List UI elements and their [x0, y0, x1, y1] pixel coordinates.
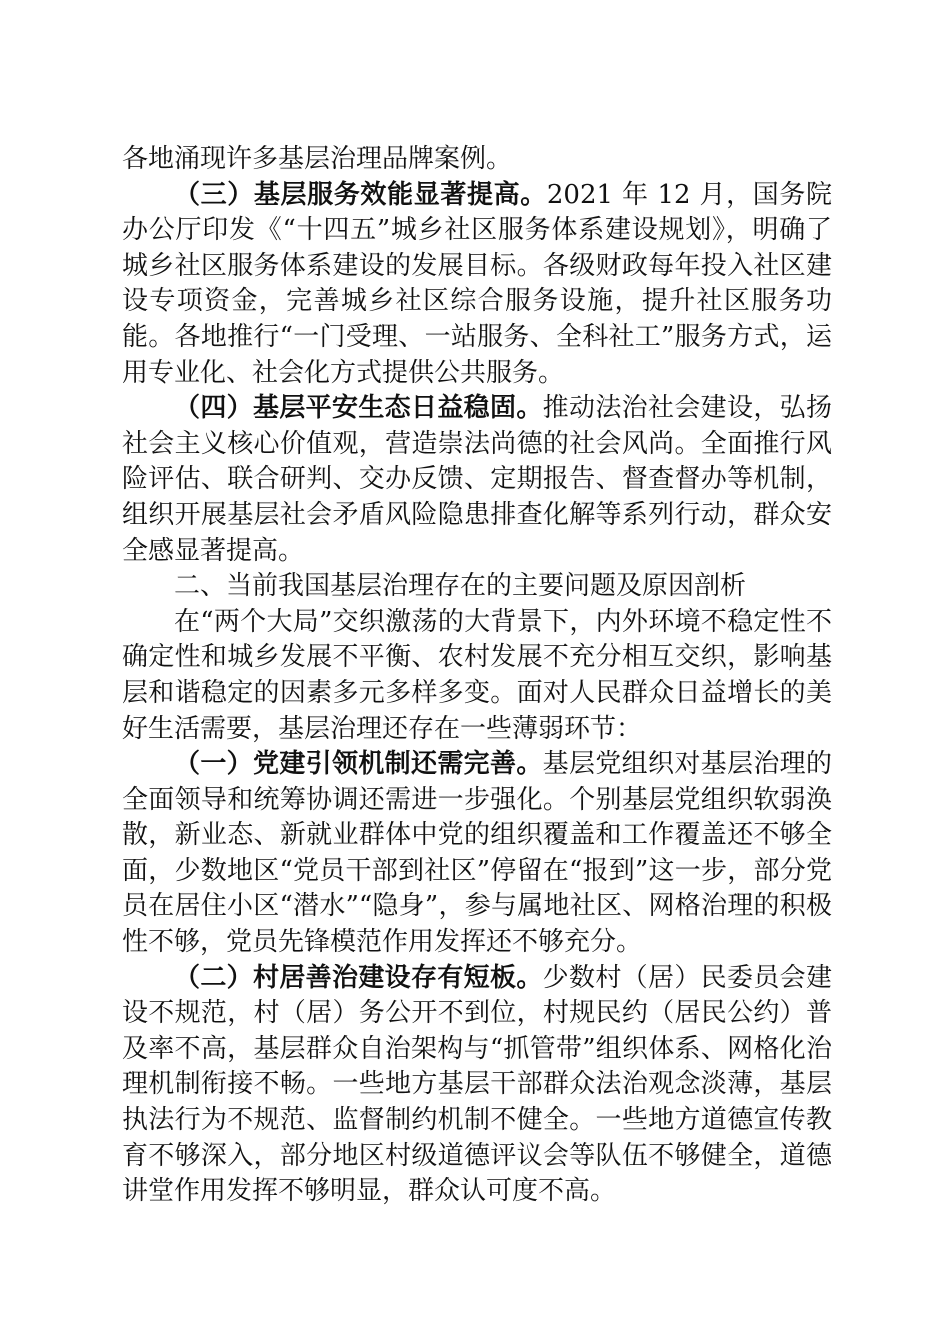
paragraph-text: 2021 年 12 月，国务院办公厅印发《“十四五”城乡社区服务体系建设规划》，明确了城乡社区服务体系建设的发展目标。各级财政每年投入社区建设专项资金，完善城乡社区综合服务设施，提升社区服务功能。各地推行“一门受理、一站服务、全科社工”服务方式，运用专业化、社会化方式提供公共服务。 — [122, 179, 832, 388]
subheading-safety-ecology: （四）基层平安生态日益稳固。 — [174, 393, 543, 424]
paragraph-text: 少数村（居）民委员会建设不规范，村（居）务公开不到位，村规民约（居民公约）普及率不高，基层群众自治架构与“抓管带”组织体系、网格化治理机制衔接不畅。一些地方基层干部群众法治观念淡薄，基层执法行为不规范、监督制约机制不健全。一些地方道德宣传教育不够深入，部分地区村级道德评议会等队伍不够健全，道德讲堂作用发挥不够明显，群众认可度不高。 — [122, 962, 832, 1207]
paragraph-text: 推动法治社会建设，弘扬社会主义核心价值观，营造崇法尚德的社会风尚。全面推行风险评估、联合研判、交办反馈、定期报告、督查督办等机制，组织开展基层社会矛盾风险隐患排查化解等系列行动，群众安全感显著提高。 — [122, 393, 832, 566]
paragraph-village-governance — [122, 961, 832, 1210]
paragraph-service-efficiency — [122, 178, 832, 392]
intro-paragraph: 各地涌现许多基层治理品牌案例。 — [122, 144, 513, 174]
subheading-service-efficiency: （三）基层服务效能显著提高。 — [174, 179, 547, 210]
paragraph-text: 基层党组织对基层治理的全面领导和统筹协调还需进一步强化。个别基层党组织软弱涣散，新业态、新就业群体中党的组织覆盖和工作覆盖还不够全面，少数地区“党员干部到社区”停留在“报到”这一步，部分党员在居住小区“潜水”“隐身”，参与属地社区、网格治理的积极性不够，党员先锋模范作用发挥还不够充分。 — [122, 749, 832, 958]
section-intro-paragraph: 在“两个大局”交织激荡的大背景下，内外环境不稳定性不确定性和城乡发展不平衡、农村发展不充分相互交织，影响基层和谐稳定的因素多元多样多变。面对人民群众日益增长的美好生活需要，基层治理还存在一些薄弱环节： — [122, 606, 832, 744]
subheading-party-leadership: （一）党建引领机制还需完善。 — [174, 749, 543, 780]
paragraph-party-leadership — [122, 747, 832, 961]
paragraph-safety-ecology — [122, 391, 832, 569]
subheading-village-governance: （二）村居善治建设存有短板。 — [174, 962, 543, 993]
document-body — [122, 142, 832, 1210]
section-heading: 二、当前我国基层治理存在的主要问题及原因剖析 — [174, 571, 747, 602]
